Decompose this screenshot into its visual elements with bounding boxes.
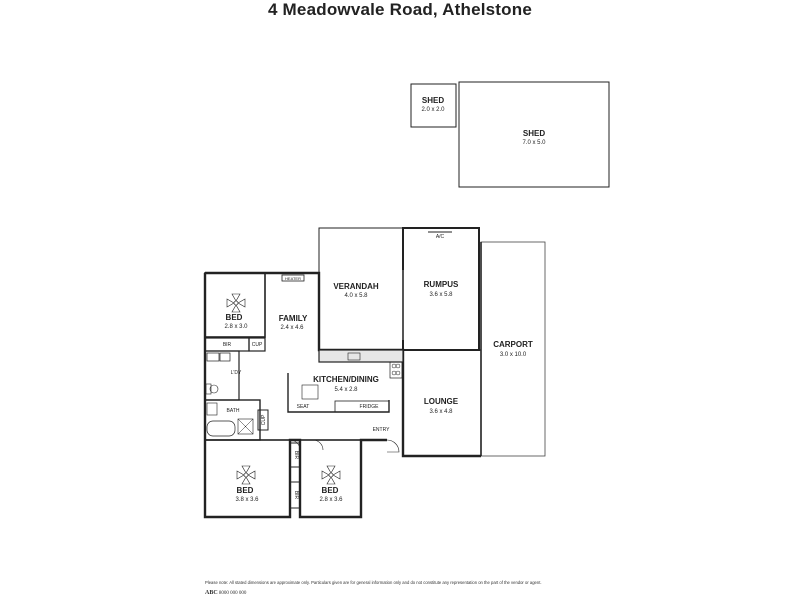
bed2-ceiling-fan-icon (237, 466, 255, 484)
bed1-name: BED (225, 313, 243, 322)
shed-small-outline (411, 84, 456, 127)
cup2-label: CUP (261, 414, 267, 426)
shower-icon (238, 419, 253, 434)
toilet-icon (206, 384, 218, 394)
bed2-outline (205, 440, 290, 517)
bed3-dims: 2.8 x 3.6 (319, 497, 343, 503)
shed-large-dims: 7.0 x 5.0 (522, 140, 546, 146)
laundry-sink-icon (220, 353, 230, 361)
carport-name: CARPORT (493, 340, 533, 349)
shed-small-dims: 2.0 x 2.0 (421, 107, 445, 113)
bir3-label: BIR (293, 490, 299, 500)
bir1-label: BIR (222, 342, 232, 348)
bed3-name: BED (321, 486, 339, 495)
carport-outline (481, 242, 545, 456)
fridge-label: FRIDGE (359, 404, 379, 410)
logo-mark: ABC (205, 590, 218, 596)
hall-door-swing-2 (313, 440, 323, 450)
kitchen-bench (319, 350, 403, 362)
house-outer-wall (205, 273, 481, 517)
lounge-name: LOUNGE (423, 397, 459, 406)
heater-label: HEATER (285, 276, 301, 281)
family-dims: 2.4 x 4.6 (280, 325, 304, 331)
bed2-dims: 3.8 x 3.6 (235, 497, 259, 503)
rumpus-dims: 3.6 x 5.8 (429, 292, 453, 298)
entry-door-swing (387, 440, 399, 452)
ac-label: A/C (435, 234, 445, 240)
entry-label: ENTRY (372, 427, 390, 433)
kitchen-dims: 5.4 x 2.8 (334, 387, 358, 393)
dining-table-icon (302, 385, 318, 399)
bathtub-icon (207, 421, 235, 436)
agency-logo (205, 590, 246, 596)
laundry-trough-icon (207, 353, 219, 361)
bed3-outline (300, 440, 361, 517)
bed3-ceiling-fan-icon (322, 466, 340, 484)
cup1-label: CUP (251, 342, 263, 348)
laundry-label: L'DY (230, 370, 242, 376)
bed2-name: BED (236, 486, 254, 495)
family-name: FAMILY (278, 314, 308, 323)
bed1-ceiling-fan-icon (227, 294, 245, 312)
hall-door-swing-1 (290, 440, 300, 450)
plan-title: 4 Meadowvale Road, Athelstone (267, 0, 532, 19)
shed-small-name: SHED (421, 96, 445, 105)
disclaimer: Please note: All stated dimensions are approximate only. Particulars given are for general information only and do not constitute any representation on the part of the vendor or agent. (205, 580, 542, 585)
verandah-dims: 4.0 x 5.8 (344, 293, 368, 299)
lounge-dims: 3.6 x 4.8 (429, 409, 453, 415)
logo-sub: 8000 000 000 (218, 591, 247, 596)
cooktop-icon (390, 362, 402, 378)
seat-label: SEAT (296, 404, 310, 410)
kitchen-name: KITCHEN/DINING (313, 375, 379, 384)
verandah-name: VERANDAH (333, 282, 379, 291)
rumpus-name: RUMPUS (423, 280, 459, 289)
bir2-label: BIR (293, 450, 299, 460)
bed1-dims: 2.8 x 3.0 (224, 324, 248, 330)
bath-label: BATH (226, 408, 240, 414)
rumpus-outline (403, 228, 479, 350)
shed-large-name: SHED (522, 129, 546, 138)
basin-icon (207, 403, 217, 415)
carport-dims: 3.0 x 10.0 (499, 352, 527, 358)
